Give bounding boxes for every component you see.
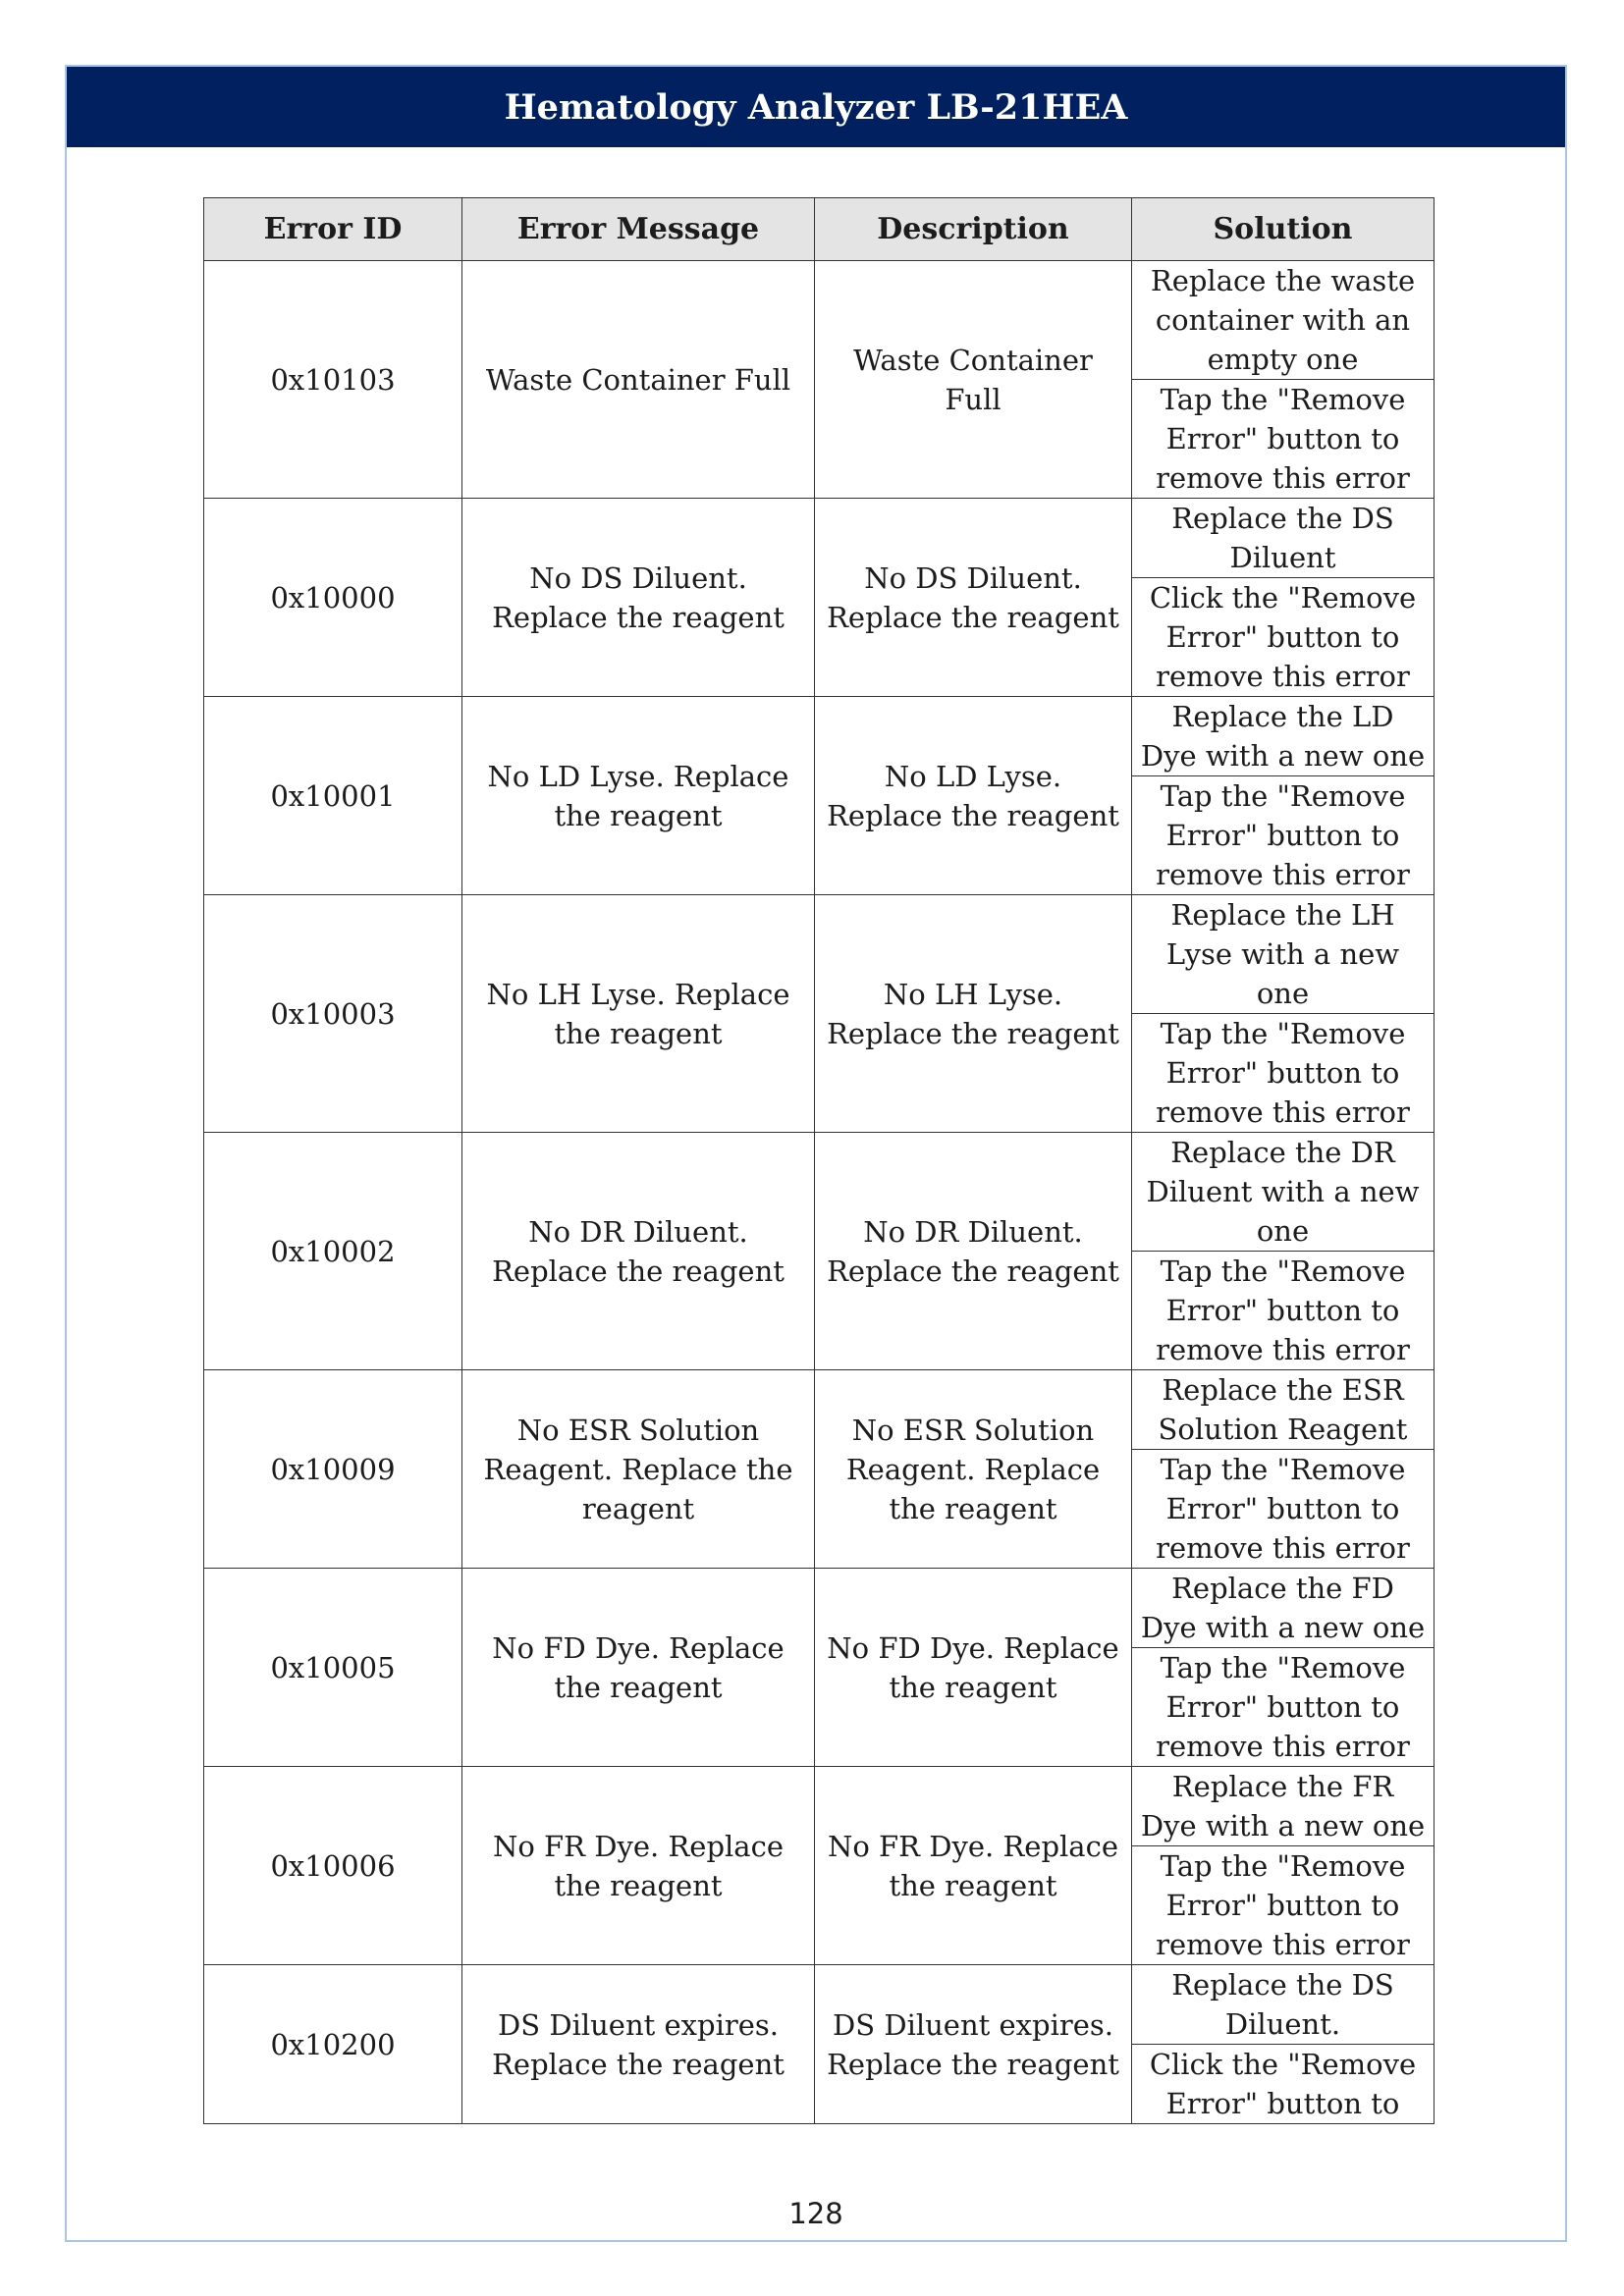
description-cell: No LD Lyse. Replace the reagent — [815, 697, 1132, 895]
table-row — [204, 1370, 1435, 1450]
solution-cell: Tap the "Remove Error" button to remove this error — [1132, 1648, 1435, 1767]
solution-cell: Replace the FD Dye with a new one — [1132, 1569, 1435, 1648]
error-message-cell: No LD Lyse. Replace the reagent — [462, 697, 815, 895]
description-cell: No FD Dye. Replace the reagent — [815, 1569, 1132, 1767]
solution-cell: Tap the "Remove Error" button to remove this error — [1132, 1014, 1435, 1133]
solution-cell: Click the "Remove Error" button to — [1132, 2045, 1435, 2124]
table-row — [204, 261, 1435, 380]
description-cell: DS Diluent expires. Replace the reagent — [815, 1965, 1132, 2124]
solution-cell: Replace the DS Diluent — [1132, 499, 1435, 578]
error-id-cell: 0x10009 — [204, 1370, 462, 1569]
table-row — [204, 1767, 1435, 1846]
page-number: 128 — [788, 2197, 843, 2230]
table-row — [204, 1133, 1435, 1252]
solution-cell: Tap the "Remove Error" button to remove this error — [1132, 380, 1435, 499]
error-message-cell: No ESR Solution Reagent. Replace the reagent — [462, 1370, 815, 1569]
description-cell: No DR Diluent. Replace the reagent — [815, 1133, 1132, 1370]
solution-cell: Tap the "Remove Error" button to remove this error — [1132, 1450, 1435, 1569]
table-row — [204, 499, 1435, 578]
error-message-cell: No FD Dye. Replace the reagent — [462, 1569, 815, 1767]
table-body — [204, 261, 1435, 2124]
error-id-cell: 0x10005 — [204, 1569, 462, 1767]
column-header-description: Description — [815, 198, 1132, 261]
solution-cell: Replace the waste container with an empty one — [1132, 261, 1435, 380]
solution-cell: Tap the "Remove Error" button to remove this error — [1132, 1252, 1435, 1370]
description-cell: No ESR Solution Reagent. Replace the reagent — [815, 1370, 1132, 1569]
error-message-cell: No LH Lyse. Replace the reagent — [462, 895, 815, 1133]
description-cell: No LH Lyse. Replace the reagent — [815, 895, 1132, 1133]
error-message-cell: No DS Diluent. Replace the reagent — [462, 499, 815, 697]
error-message-cell: Waste Container Full — [462, 261, 815, 499]
table-row — [204, 895, 1435, 1014]
error-id-cell: 0x10003 — [204, 895, 462, 1133]
column-header-error-id: Error ID — [204, 198, 462, 261]
description-cell: No FR Dye. Replace the reagent — [815, 1767, 1132, 1965]
table-header-row — [204, 198, 1435, 261]
table-row — [204, 1965, 1435, 2045]
solution-cell: Replace the ESR Solution Reagent — [1132, 1370, 1435, 1450]
solution-cell: Click the "Remove Error" button to remove this error — [1132, 578, 1435, 697]
header-bar — [67, 67, 1565, 147]
solution-cell: Replace the FR Dye with a new one — [1132, 1767, 1435, 1846]
column-header-error-message: Error Message — [462, 198, 815, 261]
solution-cell: Replace the DR Diluent with a new one — [1132, 1133, 1435, 1252]
error-id-cell: 0x10002 — [204, 1133, 462, 1370]
error-id-cell: 0x10000 — [204, 499, 462, 697]
solution-cell: Replace the LD Dye with a new one — [1132, 697, 1435, 776]
error-table — [203, 197, 1435, 2124]
solution-cell: Replace the DS Diluent. — [1132, 1965, 1435, 2045]
table-row — [204, 697, 1435, 776]
error-message-cell: DS Diluent expires. Replace the reagent — [462, 1965, 815, 2124]
error-message-cell: No FR Dye. Replace the reagent — [462, 1767, 815, 1965]
solution-cell: Replace the LH Lyse with a new one — [1132, 895, 1435, 1014]
column-header-solution: Solution — [1132, 198, 1435, 261]
error-id-cell: 0x10103 — [204, 261, 462, 499]
error-id-cell: 0x10006 — [204, 1767, 462, 1965]
error-message-cell: No DR Diluent. Replace the reagent — [462, 1133, 815, 1370]
table-row — [204, 1569, 1435, 1648]
solution-cell: Tap the "Remove Error" button to remove this error — [1132, 776, 1435, 895]
document-title: Hematology Analyzer LB-21HEA — [504, 86, 1128, 128]
description-cell: Waste Container Full — [815, 261, 1132, 499]
page-frame — [65, 65, 1567, 2242]
error-id-cell: 0x10001 — [204, 697, 462, 895]
error-id-cell: 0x10200 — [204, 1965, 462, 2124]
solution-cell: Tap the "Remove Error" button to remove this error — [1132, 1846, 1435, 1965]
description-cell: No DS Diluent. Replace the reagent — [815, 499, 1132, 697]
